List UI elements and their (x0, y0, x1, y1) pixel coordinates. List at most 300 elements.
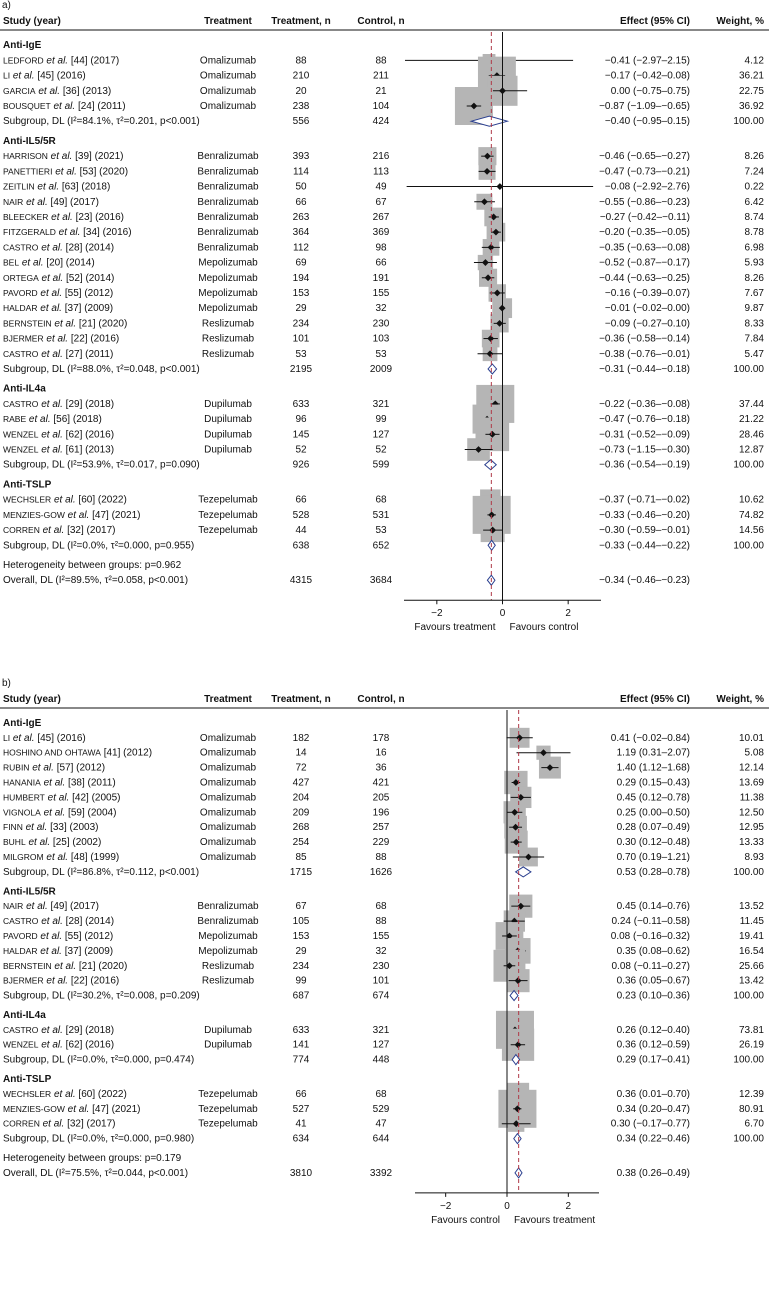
effect-ci-text: −0.16 (−0.39–0.07) (604, 287, 690, 299)
study-author: CORREN (3, 525, 40, 536)
control-n: 205 (372, 792, 390, 804)
weight-text: 36.21 (738, 70, 764, 82)
overall-control-n: 3392 (369, 1167, 393, 1179)
treatment-name: Benralizumab (197, 181, 259, 193)
effect-ci-text: −0.17 (−0.42–0.08) (604, 70, 690, 82)
effect-ci-text: 0.45 (0.12–0.78) (616, 792, 690, 804)
study-ref: [49] (2017) (47, 901, 99, 913)
treatment-n: 72 (295, 762, 307, 774)
weight-text: 13.42 (738, 975, 764, 987)
treatment-n: 145 (292, 429, 310, 441)
subgroup-treatment-n: 2195 (289, 363, 313, 375)
treatment-n: 633 (292, 1024, 310, 1036)
study-author: ORTEGA (3, 272, 39, 283)
study-ref: [20] (2014) (43, 257, 95, 269)
treatment-n: 88 (295, 55, 307, 67)
weight-text: 26.19 (738, 1039, 764, 1051)
weight-text: 37.44 (738, 398, 764, 410)
study-author: NAIR (3, 196, 24, 207)
study-author: MENZIES-GOW (3, 509, 65, 520)
subgroup-effect-ci: −0.31 (−0.44–−0.18) (599, 363, 690, 375)
effect-ci-text: 0.36 (0.01–0.70) (616, 1088, 690, 1100)
study-etal: et al. (43, 975, 69, 987)
treatment-n: 41 (295, 1118, 307, 1130)
study-author: BERNSTEIN (3, 318, 52, 329)
effect-ci-text: 0.70 (0.19–1.21) (616, 852, 690, 863)
treatment-name: Benralizumab (197, 242, 259, 254)
treatment-n: 69 (295, 257, 307, 269)
study-label (3, 495, 127, 506)
effect-ci-text: −0.22 (−0.36–−0.08) (599, 398, 690, 410)
study-ref: [56] (2018) (50, 414, 102, 426)
study-label (3, 807, 116, 818)
effect-ci-text: 0.24 (−0.11–0.58) (611, 916, 690, 928)
treatment-name: Benralizumab (197, 227, 259, 239)
study-ref: [22] (2016) (68, 975, 120, 987)
treatment-name: Tezepelumab (198, 509, 258, 521)
study-etal: et al. (51, 1088, 76, 1100)
control-n: 16 (375, 747, 387, 759)
effect-ci-text: −0.38 (−0.76–−0.01) (599, 348, 690, 360)
study-author: HUMBERT (3, 792, 45, 803)
effect-ci-text: −0.52 (−0.87–−0.17) (599, 257, 690, 269)
study-author: PAVORD (3, 287, 38, 298)
study-ref: [44] (2017) (68, 55, 120, 67)
study-author: BERNSTEIN (3, 960, 52, 971)
study-ref: [36] (2013) (60, 85, 112, 97)
subgroup-label: Subgroup, DL (I²=86.8%, τ²=0.112, p<0.001) (3, 866, 200, 878)
effect-ci-text: −0.44 (−0.63–−0.25) (599, 272, 690, 284)
study-author: BJERMER (3, 333, 44, 344)
treatment-name: Mepolizumab (198, 257, 258, 269)
subgroup-control-n: 2009 (369, 363, 393, 375)
effect-ci-text: 0.36 (0.05–0.67) (616, 975, 690, 987)
overall-control-n: 3684 (369, 575, 393, 587)
study-ref: [27] (2011) (62, 348, 114, 360)
study-ref: [48] (1999) (68, 852, 120, 863)
effect-ci-text: 0.36 (0.12–0.59) (616, 1039, 690, 1051)
control-n: 104 (372, 101, 390, 112)
treatment-name: Dupilumab (204, 414, 252, 426)
study-etal: et al. (38, 272, 64, 284)
treatment-n: 238 (292, 101, 310, 112)
subgroup-control-n: 424 (372, 116, 390, 128)
treatment-name: Omalizumab (199, 762, 257, 774)
treatment-name: Omalizumab (199, 747, 257, 759)
control-n: 68 (375, 1088, 387, 1100)
study-ref: [53] (2020) (76, 166, 129, 178)
weight-text: 13.69 (738, 777, 764, 789)
study-author: HOSHINO AND OHTAWA (3, 747, 101, 758)
study-author: CASTRO (3, 1024, 39, 1035)
control-n: 66 (375, 257, 387, 269)
x-axis-tick-label: 0 (499, 608, 506, 620)
control-n: 216 (372, 151, 390, 163)
study-ref: [37] (2009) (61, 303, 114, 315)
study-label (3, 931, 113, 942)
study-ref: [49] (2017) (47, 196, 99, 208)
study-ref: [28] (2014) (62, 242, 115, 254)
study-ref: [21] (2020) (76, 960, 128, 972)
study-author: CASTRO (3, 348, 39, 359)
treatment-name: Tezepelumab (198, 1088, 258, 1100)
treatment-n: 66 (295, 196, 307, 208)
treatment-name: Reslizumab (201, 975, 255, 987)
study-ref: [37] (2009) (61, 945, 114, 957)
control-n: 257 (372, 822, 390, 834)
treatment-name: Tezepelumab (198, 494, 258, 506)
treatment-name: Tezepelumab (198, 1103, 258, 1115)
study-label (3, 258, 95, 269)
study-ref: [62] (2016) (62, 429, 115, 441)
control-n: 127 (372, 429, 390, 441)
study-author: BEL (3, 257, 20, 268)
study-etal: et al. (47, 151, 73, 163)
effect-ci-text: −0.37 (−0.71–−0.02) (599, 494, 690, 506)
study-author: HARRISON (3, 151, 48, 162)
treatment-name: Omalizumab (199, 85, 257, 97)
control-n: 49 (375, 181, 387, 193)
treatment-n: 29 (295, 945, 307, 957)
study-etal: et al. (37, 303, 62, 315)
study-label (3, 318, 127, 329)
study-label (3, 916, 114, 927)
study-label (3, 525, 115, 536)
weight-text: 22.75 (738, 85, 764, 97)
treatment-n: 210 (292, 70, 310, 82)
study-label (3, 414, 102, 425)
study-label (3, 748, 152, 759)
weight-text: 10.01 (738, 732, 764, 744)
study-etal: et al. (38, 348, 63, 360)
overall-effect-ci: −0.34 (−0.46–−0.23) (599, 575, 690, 587)
weight-text: 5.47 (744, 348, 764, 360)
study-etal: et al. (38, 429, 63, 441)
study-author: BLEECKER (3, 211, 49, 222)
weight-text: 7.84 (744, 333, 764, 345)
study-etal: et al. (40, 807, 66, 819)
subgroup-control-n: 599 (372, 459, 390, 471)
column-header-treatment: Treatment (204, 16, 252, 27)
overall-treatment-n: 4315 (289, 575, 313, 587)
study-etal: et al. (64, 1103, 90, 1115)
control-n: 155 (372, 287, 390, 299)
control-n: 53 (375, 525, 387, 537)
group-heading: Anti-IgE (3, 717, 42, 729)
study-author: GARCIA (3, 85, 36, 96)
study-label (3, 399, 114, 410)
treatment-name: Omalizumab (199, 837, 257, 849)
study-ref: [41] (2012) (100, 747, 153, 759)
control-n: 32 (375, 945, 387, 957)
column-header-weight: Weight, % (716, 16, 764, 27)
study-author: BUHL (3, 837, 26, 848)
control-n: 113 (373, 166, 389, 178)
treatment-n: 263 (292, 211, 310, 223)
study-author: CORREN (3, 1118, 40, 1129)
study-etal: et al. (22, 822, 48, 834)
study-etal: et al. (43, 55, 69, 67)
study-ref: [33] (2003) (47, 822, 99, 834)
study-ref: [32] (2017) (64, 1118, 116, 1130)
weight-text: 8.26 (744, 272, 764, 284)
study-author: WENZEL (3, 444, 39, 455)
effect-ci-text: −0.35 (−0.63–−0.08) (599, 242, 690, 254)
study-ref: [55] (2012) (62, 930, 114, 942)
control-n: 191 (372, 272, 390, 284)
treatment-n: 50 (295, 181, 307, 193)
study-ref: [22] (2016) (68, 333, 120, 345)
study-ref: [52] (2014) (63, 272, 115, 284)
study-label (3, 429, 114, 440)
study-etal: et al. (25, 837, 51, 849)
study-author: BJERMER (3, 975, 44, 986)
study-author: FITZGERALD (3, 227, 56, 238)
study-author: NAIR (3, 901, 24, 912)
control-n: 68 (375, 494, 387, 506)
treatment-n: 67 (295, 901, 307, 913)
x-axis-tick-label: 2 (565, 608, 571, 620)
control-n: 99 (375, 414, 387, 426)
study-label (3, 1025, 114, 1036)
control-n: 32 (375, 303, 387, 315)
weight-text: 0.22 (744, 181, 764, 193)
treatment-n: 254 (292, 837, 310, 849)
effect-ci-text: −0.08 (−2.92–2.76) (604, 181, 690, 193)
treatment-name: Mepolizumab (198, 945, 258, 957)
subgroup-label: Subgroup, DL (I²=84.1%, τ²=0.201, p<0.001) (3, 116, 200, 128)
study-etal: et al. (55, 227, 81, 239)
treatment-name: Benralizumab (197, 196, 259, 208)
study-ref: [32] (2017) (64, 525, 116, 537)
study-author: HALDAR (3, 945, 38, 956)
subgroup-label: Subgroup, DL (I²=53.9%, τ²=0.017, p=0.090) (3, 459, 200, 471)
effect-ci-text: 1.19 (0.31–2.07) (616, 747, 690, 759)
subgroup-effect-ci: 0.29 (0.17–0.41) (616, 1054, 690, 1066)
subgroup-treatment-n: 634 (292, 1133, 310, 1145)
weight-text: 80.91 (738, 1103, 764, 1115)
effect-ci-text: 0.28 (0.07–0.49) (616, 822, 690, 834)
control-n: 211 (373, 70, 389, 82)
control-n: 531 (372, 509, 390, 521)
column-header-control-n: Control, n (357, 16, 405, 27)
weight-text: 6.70 (744, 1118, 764, 1130)
study-author: VIGNOLA (3, 807, 41, 818)
treatment-n: 194 (292, 272, 310, 284)
treatment-name: Benralizumab (197, 211, 259, 223)
heterogeneity-text: Heterogeneity between groups: p=0.179 (3, 1152, 182, 1164)
subgroup-effect-ci: −0.40 (−0.95–0.15) (604, 116, 690, 128)
control-n: 53 (375, 348, 387, 360)
subgroup-label: Subgroup, DL (I²=0.0%, τ²=0.000, p=0.955) (3, 540, 195, 552)
control-n: 127 (372, 1039, 390, 1051)
study-label (3, 273, 114, 284)
column-header-treatment: Treatment (204, 694, 252, 705)
treatment-n: 234 (292, 960, 310, 972)
column-header-treatment-n: Treatment, n (271, 694, 331, 705)
study-author: WENZEL (3, 1039, 39, 1050)
effect-ci-text: −0.09 (−0.27–0.10) (604, 318, 690, 330)
study-etal: et al. (19, 257, 44, 269)
study-ref: [25] (2002) (50, 837, 102, 849)
group-heading: Anti-IL4a (3, 1009, 46, 1021)
treatment-n: 528 (292, 509, 310, 521)
control-n: 67 (375, 196, 387, 208)
effect-ci-text: −0.41 (−2.97–2.15) (604, 55, 690, 67)
treatment-name: Reslizumab (201, 318, 255, 330)
study-ref: [29] (2018) (62, 398, 115, 410)
column-header-weight: Weight, % (716, 694, 764, 705)
subgroup-control-n: 448 (372, 1054, 390, 1066)
study-label (3, 182, 110, 193)
treatment-name: Omalizumab (199, 777, 257, 789)
heterogeneity-text: Heterogeneity between groups: p=0.962 (3, 560, 182, 572)
treatment-n: 53 (295, 348, 307, 360)
study-author: PANETTIERI (3, 166, 53, 177)
treatment-name: Omalizumab (199, 55, 257, 67)
study-author: PAVORD (3, 930, 38, 941)
study-etal: et al. (23, 196, 48, 208)
column-header-study: Study (year) (3, 16, 61, 27)
study-author: ZEITLIN (3, 181, 35, 192)
weight-text: 8.74 (744, 211, 764, 223)
weight-text: 13.52 (738, 901, 764, 913)
effect-ci-text: −0.87 (−1.09–−0.65) (599, 101, 690, 112)
effect-ci-text: 0.29 (0.15–0.43) (616, 777, 690, 789)
weight-text: 14.56 (738, 525, 764, 537)
treatment-n: 153 (292, 930, 310, 942)
study-etal: et al. (43, 852, 69, 863)
study-label (3, 763, 105, 774)
subgroup-diamond (516, 867, 531, 877)
subgroup-weight: 100.00 (733, 866, 764, 878)
study-etal: et al. (38, 916, 63, 928)
subgroup-weight: 100.00 (733, 459, 764, 471)
study-author: CASTRO (3, 398, 39, 409)
control-n: 47 (375, 1118, 387, 1130)
treatment-name: Benralizumab (197, 916, 259, 928)
favours-left-label: Favours treatment (414, 622, 496, 634)
study-etal: et al. (39, 1118, 65, 1130)
weight-text: 12.95 (738, 822, 764, 834)
study-label (3, 733, 86, 744)
subgroup-treatment-n: 556 (292, 116, 310, 128)
group-heading: Anti-TSLP (3, 1074, 52, 1086)
study-ref: [34] (2016) (80, 227, 132, 239)
weight-text: 8.26 (744, 151, 764, 163)
weight-text: 10.62 (738, 494, 764, 506)
weight-text: 19.41 (738, 930, 764, 942)
subgroup-weight: 100.00 (733, 540, 764, 552)
study-label (3, 1089, 127, 1100)
subgroup-weight: 100.00 (733, 116, 764, 128)
treatment-n: 393 (292, 151, 310, 163)
control-n: 321 (372, 398, 390, 410)
weight-text: 12.50 (738, 807, 764, 819)
study-etal: et al. (38, 1039, 63, 1051)
treatment-n: 99 (295, 975, 307, 987)
treatment-name: Omalizumab (199, 822, 257, 834)
study-etal: et al. (48, 211, 73, 223)
weight-text: 73.81 (738, 1024, 764, 1036)
effect-ci-text: 0.41 (−0.02–0.84) (610, 732, 690, 744)
weight-text: 5.08 (744, 747, 764, 759)
study-author: FINN (3, 822, 23, 833)
treatment-n: 204 (292, 792, 310, 804)
treatment-n: 153 (292, 287, 310, 299)
x-axis-tick-label: 2 (565, 1200, 572, 1212)
treatment-n: 52 (295, 444, 307, 456)
subgroup-label: Subgroup, DL (I²=30.2%, τ²=0.008, p=0.209) (3, 990, 200, 1002)
study-author: BOUSQUET (3, 101, 51, 111)
control-n: 230 (372, 960, 390, 972)
column-header-effect: Effect (95% CI) (619, 16, 690, 27)
subgroup-effect-ci: 0.34 (0.22–0.46) (616, 1133, 690, 1145)
effect-ci-text: −0.47 (−0.76–−0.18) (599, 414, 690, 426)
effect-ci-text: 0.08 (−0.11–0.27) (611, 960, 690, 972)
weight-text: 16.54 (738, 945, 764, 957)
treatment-n: 29 (295, 303, 307, 315)
treatment-name: Benralizumab (197, 151, 259, 163)
study-label (3, 961, 127, 972)
study-ref: [55] (2012) (62, 287, 114, 299)
effect-ci-text: 0.00 (−0.75–0.75) (610, 85, 690, 97)
subgroup-treatment-n: 687 (292, 990, 310, 1002)
study-label (3, 101, 126, 112)
subgroup-effect-ci: −0.33 (−0.44–−0.22) (599, 540, 690, 552)
study-label (3, 778, 116, 789)
treatment-name: Benralizumab (197, 901, 259, 913)
weight-text: 25.66 (738, 960, 764, 972)
control-n: 529 (372, 1103, 390, 1115)
subgroup-label: Subgroup, DL (I²=0.0%, τ²=0.000, p=0.474) (3, 1054, 195, 1066)
study-author: MILGROM (3, 852, 44, 862)
study-ref: [21] (2020) (76, 318, 128, 330)
subgroup-control-n: 674 (372, 990, 390, 1002)
study-ref: [47] (2021) (89, 509, 141, 521)
overall-label: Overall, DL (I²=75.5%, τ²=0.044, p<0.001) (3, 1167, 189, 1179)
study-label (3, 792, 121, 803)
treatment-n: 114 (293, 166, 309, 178)
study-ref: [59] (2004) (65, 807, 117, 819)
study-label (3, 946, 113, 957)
treatment-name: Dupilumab (204, 1024, 252, 1036)
weight-text: 7.24 (744, 166, 764, 178)
study-etal: et al. (10, 70, 35, 82)
study-ref: [23] (2016) (72, 211, 124, 223)
study-label (3, 55, 119, 66)
column-header-study: Study (year) (3, 694, 61, 705)
control-n: 88 (375, 916, 387, 928)
study-etal: et al. (51, 318, 77, 330)
study-etal: et al. (39, 525, 65, 537)
control-n: 421 (372, 777, 390, 789)
x-axis-tick-label: −2 (431, 608, 443, 620)
panel-label: b) (2, 678, 11, 689)
study-ref: [42] (2005) (69, 792, 121, 804)
effect-ci-text: 0.08 (−0.16–0.32) (610, 930, 690, 942)
subgroup-effect-ci: −0.36 (−0.54–−0.19) (599, 459, 690, 471)
subgroup-weight: 100.00 (733, 990, 764, 1002)
subgroup-diamond (514, 1134, 521, 1144)
effect-ci-text: −0.30 (−0.59–−0.01) (599, 525, 690, 537)
effect-ci-text: −0.31 (−0.52–−0.09) (599, 429, 690, 441)
subgroup-effect-ci: 0.53 (0.28–0.78) (616, 866, 690, 878)
control-n: 103 (372, 333, 390, 345)
treatment-name: Benralizumab (197, 166, 259, 178)
study-label (3, 212, 124, 223)
study-ref: [60] (2022) (75, 494, 127, 506)
